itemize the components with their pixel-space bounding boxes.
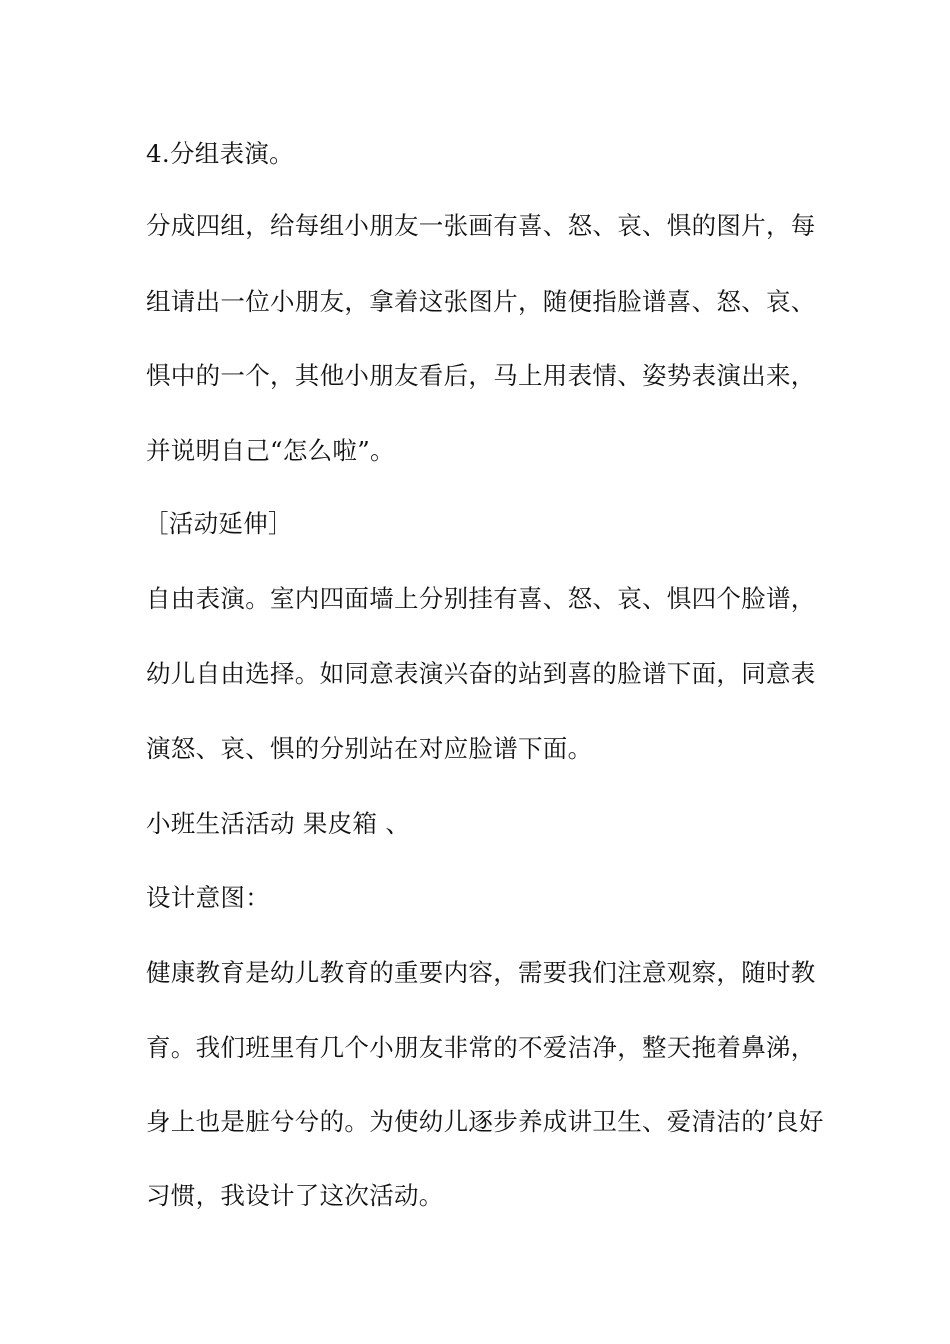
paragraph-line: 组请出一位小朋友，拿着这张图片，随便指脸谱喜、怒、哀、 bbox=[146, 287, 816, 316]
section-heading: ［活动延伸］ bbox=[144, 509, 293, 538]
step-heading: 4.分组表演。 bbox=[146, 139, 294, 168]
activity-title: 小班生活活动 果皮箱 、 bbox=[146, 809, 411, 838]
paragraph-line: 惧中的一个，其他小朋友看后，马上用表情、姿势表演出来， bbox=[146, 361, 816, 390]
paragraph-line: 自由表演。室内四面墙上分别挂有喜、怒、哀、惧四个脸谱， bbox=[146, 584, 816, 613]
design-intent-heading: 设计意图： bbox=[146, 883, 270, 912]
paragraph-line: 习惯，我设计了这次活动。 bbox=[146, 1181, 444, 1210]
paragraph-line: 健康教育是幼儿教育的重要内容，需要我们注意观察，随时教 bbox=[146, 958, 816, 987]
paragraph-line: 并说明自己“怎么啦”。 bbox=[146, 436, 395, 465]
paragraph-line: 身上也是脏兮兮的。为使幼儿逐步养成讲卫生、爱清洁的’良好 bbox=[146, 1107, 824, 1136]
paragraph-line: 分成四组，给每组小朋友一张画有喜、怒、哀、惧的图片，每 bbox=[146, 211, 816, 240]
paragraph-line: 育。我们班里有几个小朋友非常的不爱洁净，整天拖着鼻涕， bbox=[146, 1033, 816, 1062]
paragraph-line: 演怒、哀、惧的分别站在对应脸谱下面。 bbox=[146, 734, 593, 763]
paragraph-line: 幼儿自由选择。如同意表演兴奋的站到喜的脸谱下面，同意表 bbox=[146, 659, 816, 688]
